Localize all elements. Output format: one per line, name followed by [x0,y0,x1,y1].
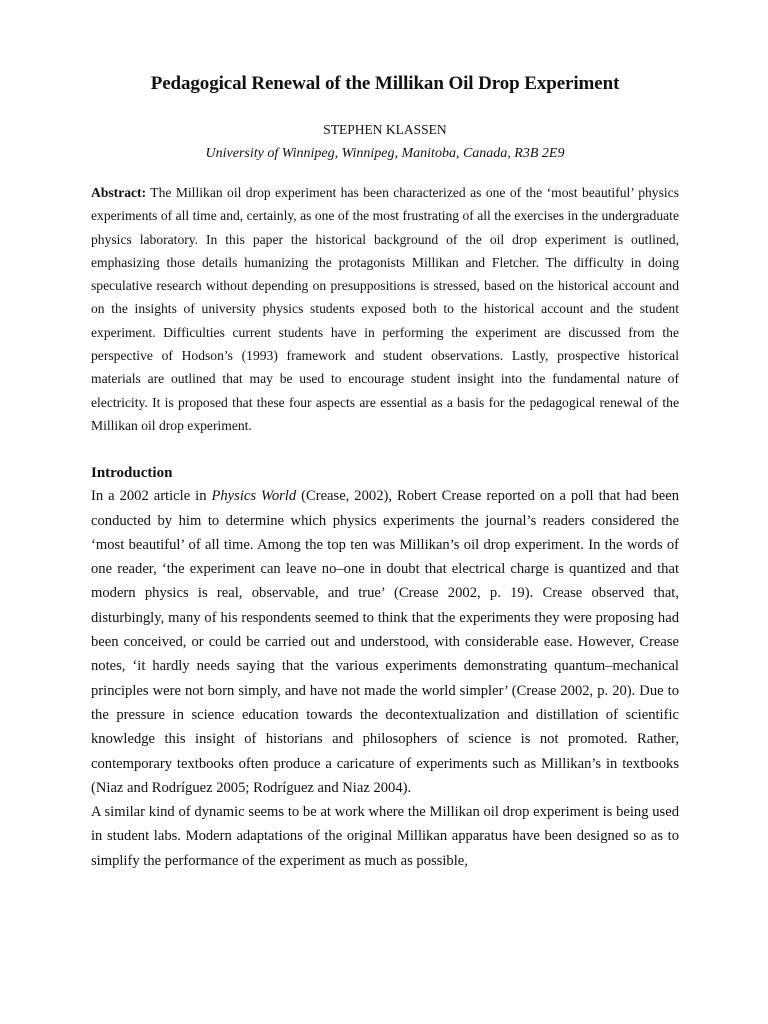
introduction-paragraph-1 [91,484,679,800]
introduction-paragraph-2: A similar kind of dynamic seems to be at work where the Millikan oil drop experiment is being used in student labs. Modern adaptations of the original Millikan apparatus have been designed so as to simplify the performance of the experiment as much as possible, [91,804,679,869]
journal-title: Physics World [211,488,297,505]
abstract-text: The Millikan oil drop experiment has been characterized as one of the ‘most beautiful’ physics experiments of all time and, certainly, as one of the most frustrating of all the exercises in the undergraduate physics laboratory. In this paper the historical background of the oil drop experiment is outlined, emphasizing those details humanizing the protagonists Millikan and Fletcher. The difficulty in doing speculative research without depending on presuppositions is stressed, based on the historical account and on the insights of university physics students exposed both to the historical account and the student experiment. Difficulties current students have in performing the experiment are discussed from the perspective of Hodson’s (1993) framework and student observations. Lastly, prospective historical materials are outlined that may be used to encourage student insight into the fundamental nature of electricity. It is proposed that these four aspects are essential as a basis for the pedagogical renewal of the Millikan oil drop experiment. [91,185,679,433]
introduction-heading: Introduction [91,465,173,482]
abstract [91,181,679,437]
abstract-label: Abstract: [91,185,147,200]
p1-after: (Crease, 2002), Robert Crease reported on a poll that had been conducted by him to determine which physics experiments the journal’s readers considered the ‘most beautiful’ of all time. Among the top ten was Millikan’s oil drop experiment. In the words of one reader, ‘the experiment can leave no–one in doubt that electrical charge is quantized and that modern physics is real, observable, and true’ (Crease 2002, p. 19). Crease observed that, disturbingly, many of his respondents seemed to think that the experiments they were proposing had been conceived, or could be carried out and understood, with considerable ease. However, Crease notes, ‘it hardly needs saying that the various experiments demonstrating quantum–mechanical principles were not born simply, and have not made the world simpler’ (Crease 2002, p. 20). Due to the pressure in science education towards the decontextualization and distillation of scientific knowledge this insight of historians and philosophers of science is not promoted. Rather, contemporary textbooks often produce a caricature of experiments such as Millikan’s in textbooks (Niaz and Rodríguez 2005; Rodríguez and Niaz 2004). [91,488,679,796]
paper-page [91,70,679,873]
paper-title: Pedagogical Renewal of the Millikan Oil Drop Experiment [150,73,620,94]
author-name: STEPHEN KLASSEN [323,122,447,137]
author-affiliation: University of Winnipeg, Winnipeg, Manitoba, Canada, R3B 2E9 [205,146,565,161]
p1-before: In a 2002 article in [91,488,212,505]
